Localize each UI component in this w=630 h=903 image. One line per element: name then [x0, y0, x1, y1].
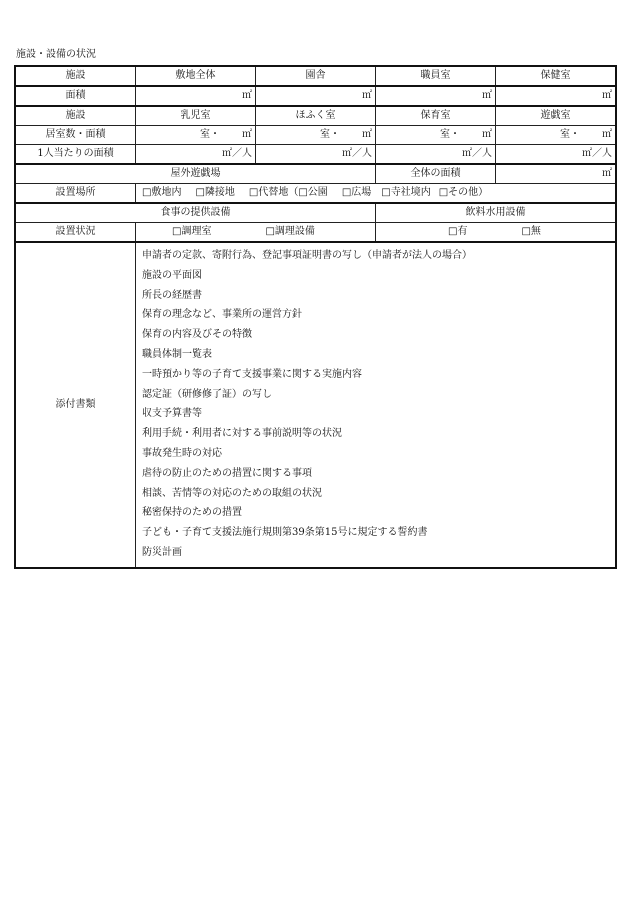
col-infant-room: 乳児室 — [136, 106, 256, 126]
attachment-item: 利用手続・利用者に対する事前説明等の状況 — [142, 428, 342, 440]
water-options — [376, 223, 616, 243]
per-person-nursery-field[interactable]: ㎡／人 — [376, 145, 496, 165]
area-staff-room-field[interactable]: ㎡ — [376, 86, 496, 106]
room-count-infant-field[interactable]: 室・ ㎡ — [136, 126, 256, 145]
area-row — [16, 86, 616, 106]
attachment-item: 一時預かり等の子育て支援事業に関する実施内容 — [142, 368, 362, 380]
area-health-room-field[interactable]: ㎡ — [496, 86, 616, 106]
attachments-row — [16, 242, 616, 567]
facility-label: 施設 — [16, 67, 136, 87]
attachment-item: 事故発生時の対応 — [142, 447, 222, 459]
area-building-field[interactable]: ㎡ — [256, 86, 376, 106]
checkbox-no[interactable]: □無 — [521, 226, 541, 237]
col-site-total: 敷地全体 — [136, 67, 256, 87]
col-staff-room: 職員室 — [376, 67, 496, 87]
col-health-room: 保健室 — [496, 67, 616, 87]
facility-label-2: 施設 — [16, 106, 136, 126]
meal-equipment-label: 食事の提供設備 — [16, 203, 376, 223]
checkbox-other[interactable]: □その他） — [438, 187, 489, 198]
attachment-item: 相談、苦情等の対応のための取組の状況 — [142, 487, 322, 499]
checkbox-square[interactable]: □広場 — [341, 187, 372, 198]
playground-label: 屋外遊戯場 — [16, 164, 376, 184]
area-label: 面積 — [16, 86, 136, 106]
total-area-field[interactable]: ㎡ — [496, 164, 616, 184]
col-crawling-room: ほふく室 — [256, 106, 376, 126]
area-site-total-field[interactable]: ㎡ — [136, 86, 256, 106]
water-equipment-label: 飲料水用設備 — [376, 203, 616, 223]
attachment-item: 職員体制一覧表 — [142, 348, 212, 360]
attachment-item: 虐待の防止のための措置に関する事項 — [142, 467, 312, 479]
checkbox-temple-grounds[interactable]: □寺社境内 — [381, 187, 431, 198]
room-count-play-field[interactable]: 室・ ㎡ — [496, 126, 616, 145]
attachments-list — [136, 242, 616, 567]
attachment-item: 認定証（研修修了証）の写し — [142, 388, 272, 400]
facility-table — [15, 66, 616, 568]
per-person-infant-field[interactable]: ㎡／人 — [136, 145, 256, 165]
col-building: 園舎 — [256, 67, 376, 87]
meal-options — [136, 223, 376, 243]
per-person-play-field[interactable]: ㎡／人 — [496, 145, 616, 165]
total-area-label: 全体の面積 — [376, 164, 496, 184]
installation-row — [16, 223, 616, 243]
per-person-area-row — [16, 145, 616, 165]
attachment-item: 保育の内容及びその特徴 — [142, 329, 252, 341]
checkbox-adjacent[interactable]: □隣接地 — [195, 187, 235, 198]
checkbox-on-site[interactable]: □敷地内 — [142, 187, 182, 198]
attachment-item: 秘密保持のための措置 — [142, 507, 242, 519]
equipment-header-row — [16, 203, 616, 223]
location-row — [16, 184, 616, 204]
attachment-item: 防災計画 — [142, 546, 182, 558]
checkbox-yes[interactable]: □有 — [448, 226, 468, 237]
room-count-crawling-field[interactable]: 室・ ㎡ — [256, 126, 376, 145]
playground-row — [16, 164, 616, 184]
checkbox-cooking-equipment[interactable]: □調理設備 — [265, 226, 315, 237]
attachment-item: 保育の理念など、事業所の運営方針 — [142, 309, 302, 321]
attachment-item: 申請者の定款、寄附行為、登記事項証明書の写し（申請者が法人の場合） — [142, 250, 472, 261]
section-heading: 施設・設備の状況 — [16, 49, 96, 60]
room-count-row — [16, 126, 616, 145]
room-count-label: 居室数・面積 — [16, 126, 136, 145]
checkbox-kitchen[interactable]: □調理室 — [172, 226, 212, 237]
facility-header-row-2 — [16, 106, 616, 126]
location-options — [136, 184, 616, 204]
attachment-item: 所長の経歴書 — [142, 289, 202, 301]
attachments-label: 添付書類 — [16, 242, 136, 567]
col-play-room: 遊戯室 — [496, 106, 616, 126]
installation-label: 設置状況 — [16, 223, 136, 243]
attachment-item: 子ども・子育て支援法施行規則第39条第15号に規定する誓約書 — [142, 527, 428, 539]
per-person-crawling-field[interactable]: ㎡／人 — [256, 145, 376, 165]
room-count-nursery-field[interactable]: 室・ ㎡ — [376, 126, 496, 145]
location-label: 設置場所 — [16, 184, 136, 204]
per-person-area-label: 1人当たりの面積 — [16, 145, 136, 165]
col-nursery-room: 保育室 — [376, 106, 496, 126]
facility-header-row-1 — [16, 67, 616, 87]
attachment-item: 施設の平面図 — [142, 269, 202, 281]
checkbox-alternative-park[interactable]: □代替地（□公園 — [248, 187, 328, 198]
attachment-item: 収支予算書等 — [142, 408, 202, 420]
